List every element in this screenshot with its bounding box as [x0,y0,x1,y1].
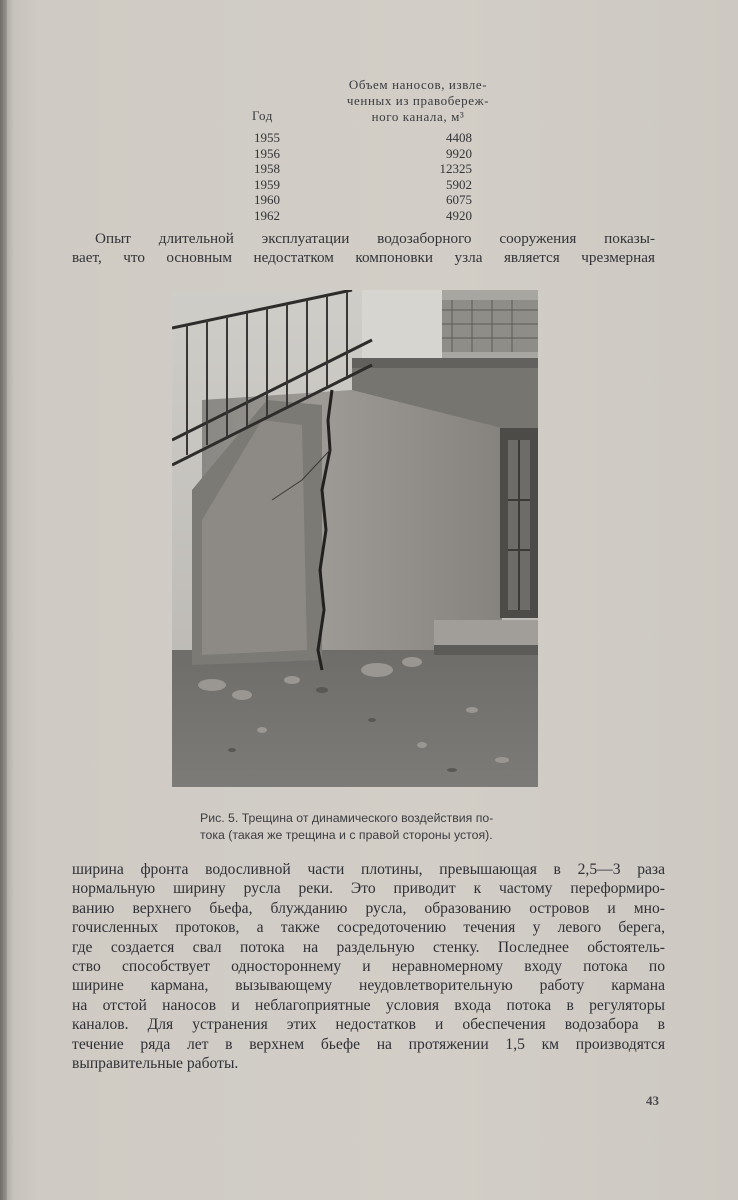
table-row [250,161,480,177]
paragraph-line: нормальную ширину русла реки. Это приводит к частому переформиро- [72,880,665,898]
intro-paragraph [72,230,655,267]
volume-cell: 4408 [446,130,472,145]
paragraph-line: каналов. Для устранения этих недостатков и обеспечения водозабора в [72,1016,665,1034]
paragraph-line: ширине кармана, вызывающему неудовлетворительную работу кармана [72,977,665,995]
main-paragraph [72,860,665,1073]
paragraph-line: гочисленных протоков, а также сосредоточению течения у левого берега, [72,919,665,937]
year-cell: 1962 [254,207,280,223]
figure-photo-crack [172,290,538,787]
year-cell: 1955 [254,130,280,145]
caption-line: Рис. 5. Трещина от динамического воздействия по- [200,811,494,825]
paragraph-line: на отстой наносов и неблагоприятные условия входа потока в регуляторы [72,996,665,1014]
volume-cell: 12325 [439,161,472,177]
table-row [250,177,480,193]
paragraph-line: течение ряда лет в верхнем бьефе на протяжении 1,5 км производятся [72,1035,665,1053]
table-header-volume [318,77,518,125]
figure-caption [200,810,550,844]
year-cell: 1960 [254,192,280,208]
table-row [250,130,480,146]
volume-cell: 6075 [446,192,472,208]
paragraph-line: выправительные работы. [72,1055,239,1073]
paragraph-line: Опыт длительной эксплуатации водозаборного сооружения показы- [95,230,655,247]
volume-cell: 4920 [446,207,472,223]
volume-cell: 9920 [446,145,472,161]
paragraph-line: ство способствует одностороннему и неравномерному входу потока по [72,958,665,976]
crack-photo-illustration [172,290,538,787]
table-row [250,208,480,224]
caption-line: тока (такая же трещина и с правой стороны устоя). [200,828,493,842]
table-header-year: Год [252,108,273,123]
paragraph-line: вает, что основным недостатком компоновки узла является чрезмерная [72,248,655,266]
header-volume-line: Объем наносов, извле- [348,77,488,92]
table-row [250,146,480,162]
year-cell: 1959 [254,176,280,192]
table-body [250,130,480,224]
volume-cell: 5902 [446,176,472,192]
table-row [250,192,480,208]
paragraph-line: ванию верхнего бьефа, блужданию русла, образованию островов и мно- [72,899,665,917]
paragraph-line: где создается свал потока на раздельную стенку. Последнее обстоятель- [72,938,665,956]
year-cell: 1956 [254,145,280,161]
page-number: 43 [646,1093,659,1108]
header-volume-line: ного канала, м³ [371,109,465,124]
year-cell: 1958 [254,161,280,177]
header-volume-line: ченных из правобереж- [346,93,490,108]
paragraph-line: ширина фронта водосливной части плотины, превышающая в 2,5—3 раза [72,861,665,878]
page-binding-edge [0,0,7,1200]
